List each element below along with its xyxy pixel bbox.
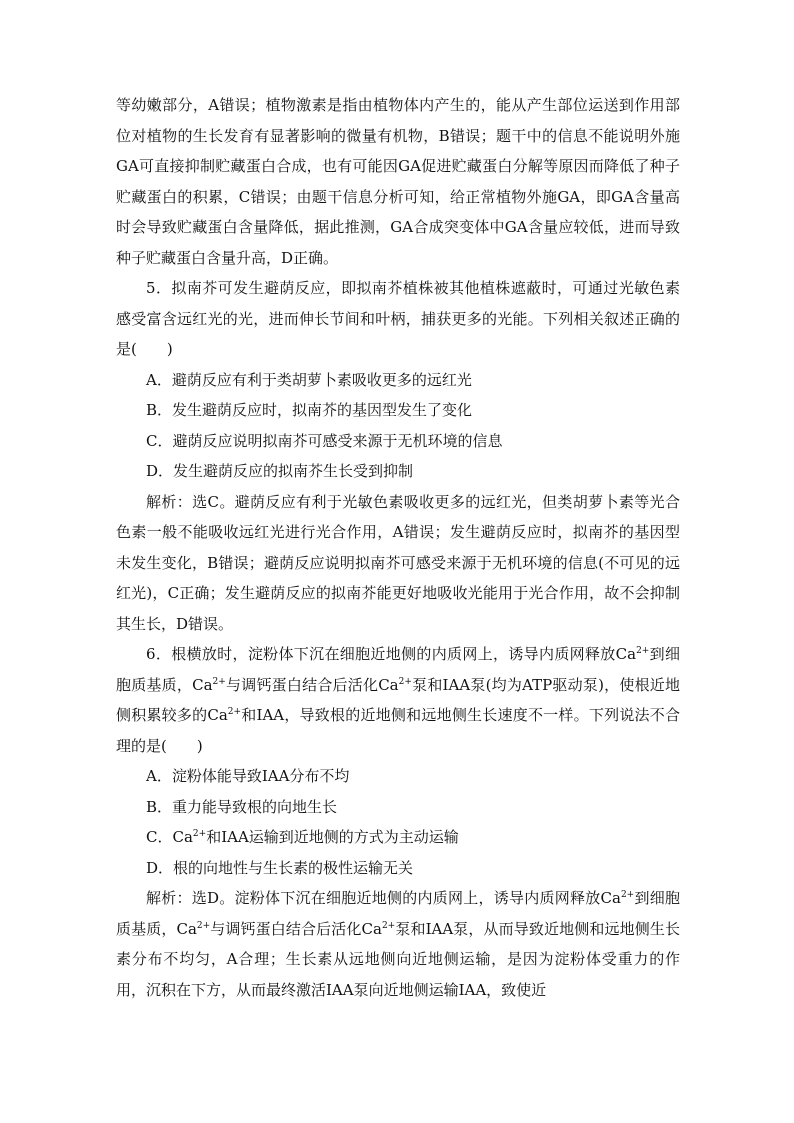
question-6-option-d: D．根的向地性与生长素的极性运输无关	[146, 858, 414, 877]
q6-stem-part-4: 泵和IAA泵(均为ATP驱动泵)，使根近地侧积累较多的Ca	[116, 675, 681, 724]
question-5	[116, 273, 680, 639]
question-5-option-a: A．避荫反应有利于类胡萝卜素吸收更多的远红光	[146, 370, 472, 389]
question-6-option-b: B．重力能导致根的向地生长	[146, 797, 338, 816]
intro-paragraph: 等幼嫩部分，A错误；植物激素是指由植物体内产生的，能从产生部位运送到作用部位对植物的生长发育有显著影响的微量有机物，B错误；题干中的信息不能说明外施GA可直接抑制贮藏蛋白合成，也有可能因GA促进贮藏蛋白分解等原因而降低了种子贮藏蛋白的积累，C错误；由题干信息分析可知，给正常植物外施GA，即GA含量高时会导致贮藏蛋白含量降低，据此推测，GA合成突变体中GA含量应较低，进而导致种子贮藏蛋白含量升高，D正确。	[116, 96, 680, 267]
q6-stem-part-5: 和IAA，导致根的近地侧和远地侧生长速度不一样。下列说法不合理的是( )	[116, 706, 680, 755]
q6-option-c-part-2: 和IAA运输到近地侧的方式为主动运输	[206, 828, 459, 846]
q6-stem-part-2: 到细胞质基质，Ca	[116, 645, 680, 694]
q6-analysis-part-4: 泵和IAA泵，从而导致近地侧和远地侧生长素分布不均匀，A合理；生长素从远地侧向近地侧运输，是因为淀粉体受重力的作用，沉积在下方，从而最终激活IAA泵向近地侧运输IAA，致使近	[116, 919, 681, 999]
page-content	[116, 90, 680, 1005]
question-5-option-d: D．发生避荫反应的拟南芥生长受到抑制	[146, 462, 414, 480]
question-5-option-c: C．避荫反应说明拟南芥可感受来源于无机环境的信息	[146, 431, 503, 450]
q6-analysis-charge-2: 2+	[196, 920, 211, 931]
question-6	[116, 639, 680, 1005]
q6-analysis-part-2: 到细胞质基质，Ca	[116, 889, 680, 938]
question-6-option-a: A．淀粉体能导致IAA分布不均	[146, 767, 350, 785]
question-5-analysis: 解析：选C。避荫反应有利于光敏色素吸收更多的远红光，但类胡萝卜素等光合色素一般不能吸收远红光进行光合作用，A错误；发生避荫反应时，拟南芥的基因型未发生变化，B错误；避荫反应说明拟南芥可感受来源于无机环境的信息(不可见的远红光)，C正确；发生避荫反应的拟南芥能更好地吸收光能用于光合作用，故不会抑制其生长，D错误。	[116, 492, 680, 633]
question-5-stem: 5．拟南芥可发生避荫反应，即拟南芥植株被其他植株遮蔽时，可通过光敏色素感受富含远红光的光，进而伸长节间和叶柄，捕获更多的光能。下列相关叙述正确的是( )	[116, 279, 680, 358]
question-6-stem	[116, 639, 680, 761]
q6-option-c-charge: 2+	[192, 829, 207, 839]
q6-analysis-part-1: 解析：选D。淀粉体下沉在细胞近地侧的内质网上，诱导内质网释放Ca	[146, 889, 621, 907]
question-5-option-b: B．发生避荫反应时，拟南芥的基因型发生了变化	[146, 401, 473, 419]
q6-analysis-charge-1: 2+	[620, 890, 635, 900]
question-6-option-c	[116, 822, 680, 853]
q6-charge-1: 2+	[636, 646, 650, 656]
question-6-analysis	[116, 883, 680, 1005]
q6-charge-3: 2+	[398, 676, 412, 687]
q6-analysis-charge-3: 2+	[381, 920, 396, 931]
q6-charge-2: 2+	[212, 676, 226, 687]
q6-charge-4: 2+	[227, 707, 242, 717]
q6-option-c-part-1: C．Ca	[146, 828, 193, 846]
q6-analysis-part-3: 与调钙蛋白结合后活化Ca	[210, 919, 382, 938]
q6-stem-part-3: 与调钙蛋白结合后活化Ca	[225, 675, 399, 694]
q6-stem-part-1: 6．根横放时，淀粉体下沉在细胞近地侧的内质网上，诱导内质网释放Ca	[146, 645, 637, 663]
